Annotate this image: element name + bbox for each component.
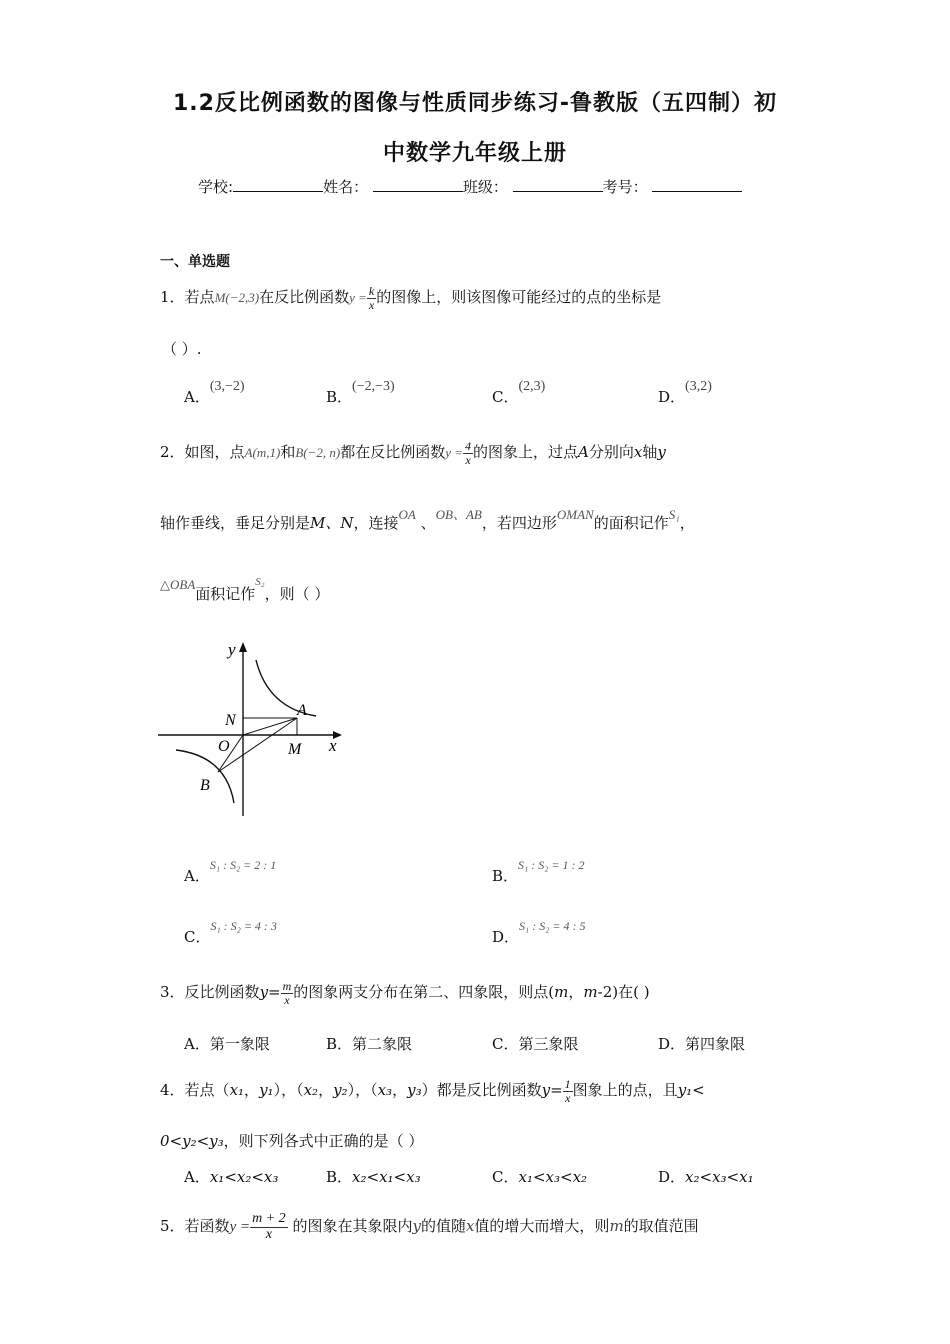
q1-text: 的图像上，则该图像可能经过的点的坐标是 bbox=[376, 288, 662, 307]
q4-text: = bbox=[550, 1081, 563, 1100]
q4-option-c[interactable] bbox=[492, 1166, 587, 1187]
q4-text: ， bbox=[244, 1081, 260, 1100]
label-N: N bbox=[225, 712, 236, 729]
label-B: B bbox=[200, 777, 210, 794]
option-label: A． bbox=[184, 867, 210, 885]
q2-text: ，连接 bbox=[353, 514, 399, 532]
q2-text: 都在反比例函数 bbox=[340, 443, 446, 462]
option-label: B． bbox=[326, 1168, 353, 1186]
q2-var: x bbox=[633, 443, 643, 462]
question-number: 3． bbox=[160, 983, 185, 1002]
q1-text: 若点 bbox=[184, 288, 215, 307]
q2-var: y bbox=[657, 443, 666, 462]
q2-option-d[interactable] bbox=[492, 919, 586, 947]
option-value: x₁<x₂<x₃ bbox=[209, 1168, 279, 1186]
label-O: O bbox=[218, 738, 230, 755]
q2-fraction bbox=[463, 440, 473, 466]
q2-func-lhs: y = bbox=[445, 445, 464, 461]
q4-fraction bbox=[563, 1078, 573, 1104]
question-number: 5． bbox=[160, 1217, 185, 1236]
q2-text: 和 bbox=[280, 443, 296, 462]
q2-var: A bbox=[578, 443, 589, 462]
fraction-denominator: x bbox=[265, 1226, 272, 1242]
fraction-numerator: k bbox=[368, 284, 375, 298]
q4-text: ， bbox=[318, 1081, 334, 1100]
question-number: 1． bbox=[160, 288, 185, 307]
q2-text: 如图，点 bbox=[184, 443, 245, 462]
fraction-denominator: x bbox=[284, 992, 290, 1007]
q2-text: 轴 bbox=[642, 443, 658, 462]
q5-text: 的值随 bbox=[420, 1217, 466, 1236]
q1-point-m: M(−2,3) bbox=[214, 290, 260, 306]
q3-text: 的图象两支分布在第二、四象限，则点( bbox=[293, 983, 555, 1002]
q1-paren: （ ）. bbox=[162, 340, 202, 358]
q4-text: ），（ bbox=[273, 1081, 304, 1100]
q3-text: = bbox=[268, 983, 281, 1002]
q4-var: y₂ bbox=[333, 1081, 348, 1100]
fraction-denominator: x bbox=[368, 297, 375, 312]
label-x: x bbox=[329, 736, 337, 755]
question-3-line1 bbox=[160, 980, 650, 1006]
q2-text: 面积记作 bbox=[195, 585, 256, 603]
q5-fraction bbox=[250, 1212, 288, 1242]
q2-text: 、 bbox=[420, 514, 436, 532]
q3-option-c[interactable] bbox=[492, 1033, 579, 1054]
q2-option-a[interactable] bbox=[184, 858, 277, 886]
q5-var: x bbox=[465, 1217, 475, 1236]
q4-option-a[interactable] bbox=[184, 1166, 278, 1187]
exam-no-blank bbox=[652, 177, 742, 192]
option-value: S₁ : S₂ = 1 : 2 bbox=[518, 858, 585, 872]
q3-var: y bbox=[259, 983, 269, 1002]
option-label: C． bbox=[492, 1035, 519, 1053]
label-M: M bbox=[288, 741, 302, 758]
q1-option-b[interactable] bbox=[326, 379, 395, 407]
q4-var: y₃ bbox=[407, 1081, 422, 1100]
q3-text: ， bbox=[568, 983, 584, 1002]
q2-s2: S₂ bbox=[255, 576, 265, 588]
q2-text: 分别向 bbox=[588, 443, 634, 462]
label-A: A bbox=[297, 702, 307, 719]
segment-OA bbox=[243, 718, 297, 735]
q5-func-lhs: y = bbox=[229, 1219, 251, 1236]
option-label: A． bbox=[184, 388, 210, 406]
q3-fraction bbox=[281, 980, 294, 1006]
option-value: S₁ : S₂ = 2 : 1 bbox=[209, 858, 277, 872]
q2-var: M、N bbox=[310, 514, 354, 532]
option-label: D． bbox=[658, 1168, 686, 1186]
option-value: S₁ : S₂ = 4 : 5 bbox=[519, 919, 586, 933]
option-label: B． bbox=[492, 867, 519, 885]
option-value: S₁ : S₂ = 4 : 3 bbox=[210, 919, 277, 933]
option-label: A． bbox=[184, 1035, 210, 1053]
school-blank bbox=[233, 177, 323, 192]
q2-triangle: △OBA bbox=[160, 577, 196, 592]
fraction-numerator: 4 bbox=[465, 439, 472, 453]
option-value: (2,3) bbox=[518, 379, 546, 394]
option-value: x₂<x₁<x₃ bbox=[352, 1168, 421, 1186]
q4-text: 若点（ bbox=[184, 1081, 230, 1100]
fraction-denominator: x bbox=[465, 452, 471, 467]
q2-point-a: A(m,1) bbox=[244, 445, 281, 461]
fraction-numerator: 1 bbox=[564, 1077, 571, 1091]
q3-option-b[interactable] bbox=[326, 1033, 412, 1054]
q4-var: x₁ bbox=[229, 1081, 245, 1100]
q1-text: 在反比例函数 bbox=[259, 288, 350, 307]
q1-fraction bbox=[367, 285, 376, 311]
page-title-line1: 1.2反比例函数的图像与性质同步练习-鲁教版（五四制）初 bbox=[172, 91, 778, 116]
q3-var: m bbox=[554, 983, 569, 1002]
option-label: C． bbox=[492, 1168, 519, 1186]
q2-graph-figure bbox=[156, 638, 356, 818]
question-2-line3 bbox=[160, 576, 330, 604]
q2-text: 的面积记作 bbox=[593, 514, 669, 532]
question-number: 2． bbox=[160, 443, 185, 462]
class-blank bbox=[513, 177, 603, 192]
q2-text: ，则（ ） bbox=[264, 585, 330, 603]
q2-option-c[interactable] bbox=[184, 919, 277, 947]
q2-text: ， bbox=[679, 514, 695, 532]
q2-quad: OMAN bbox=[556, 507, 594, 522]
q3-text: -2)在( ) bbox=[597, 983, 650, 1002]
q1-option-c[interactable] bbox=[492, 379, 546, 407]
q5-text: 若函数 bbox=[184, 1217, 230, 1236]
option-label: B． bbox=[326, 1035, 353, 1053]
option-label: A． bbox=[184, 1168, 210, 1186]
q4-var: y bbox=[541, 1081, 551, 1100]
q4-text: 图象上的点，且 bbox=[572, 1081, 678, 1100]
question-1-line1 bbox=[160, 285, 661, 311]
q2-segment: OB、AB bbox=[435, 507, 482, 522]
fraction-numerator: m + 2 bbox=[252, 1211, 286, 1226]
option-value: 第三象限 bbox=[518, 1035, 579, 1053]
question-5-line1 bbox=[160, 1212, 699, 1242]
q4-text: ），（ bbox=[347, 1081, 378, 1100]
name-blank bbox=[373, 177, 463, 192]
option-value: (3,−2) bbox=[209, 379, 245, 394]
q2-text: 轴作垂线，垂足分别是 bbox=[160, 514, 311, 532]
q5-text: 的图象在其象限内 bbox=[292, 1217, 413, 1236]
q2-s1: S₁ bbox=[668, 507, 680, 522]
option-value: 第一象限 bbox=[209, 1035, 270, 1053]
option-label: D． bbox=[658, 1035, 686, 1053]
q3-option-a[interactable] bbox=[184, 1033, 270, 1054]
option-label: C． bbox=[184, 928, 211, 946]
question-2-line1 bbox=[160, 440, 666, 466]
q4-condition: 0<y₂<y₃ bbox=[160, 1132, 224, 1150]
q2-option-b[interactable] bbox=[492, 858, 585, 886]
option-label: B． bbox=[326, 388, 353, 406]
student-info-row bbox=[198, 176, 742, 197]
question-4-line2 bbox=[160, 1130, 423, 1151]
question-2-line2 bbox=[160, 507, 695, 533]
q4-var: x₃ bbox=[377, 1081, 393, 1100]
q1-option-a[interactable] bbox=[184, 379, 245, 407]
option-value: 第四象限 bbox=[685, 1035, 746, 1053]
page-title-line2: 中数学九年级上册 bbox=[382, 141, 567, 166]
school-label: 学校: bbox=[198, 178, 234, 196]
class-label: 班级： bbox=[462, 178, 508, 196]
q3-text: 反比例函数 bbox=[184, 983, 260, 1002]
fraction-numerator: m bbox=[282, 979, 292, 993]
section-title: 一、单选题 bbox=[160, 254, 230, 270]
q1-func-lhs: y = bbox=[349, 290, 367, 306]
q5-text: 的取值范围 bbox=[623, 1217, 699, 1236]
q4-option-b[interactable] bbox=[326, 1166, 421, 1187]
q1-option-d[interactable] bbox=[658, 379, 712, 407]
q3-option-d[interactable] bbox=[658, 1033, 745, 1054]
q4-text: ，则下列各式中正确的是（ ） bbox=[223, 1132, 424, 1150]
question-4-line1 bbox=[160, 1078, 705, 1104]
option-label: D． bbox=[492, 928, 520, 946]
option-label: C． bbox=[492, 388, 519, 406]
option-value: (3,2) bbox=[685, 379, 712, 394]
q4-var: x₂ bbox=[303, 1081, 319, 1100]
q4-text: ， bbox=[392, 1081, 408, 1100]
q5-var: y bbox=[412, 1217, 421, 1236]
q4-var: y₁ bbox=[259, 1081, 274, 1100]
option-value: 第二象限 bbox=[352, 1035, 413, 1053]
q2-text: ，若四边形 bbox=[481, 514, 557, 532]
option-value: x₂<x₃<x₁ bbox=[685, 1168, 754, 1186]
q3-var: m bbox=[583, 983, 598, 1002]
q2-segment: OA bbox=[398, 507, 416, 522]
q2-text: 的图象上，过点 bbox=[473, 443, 579, 462]
q4-var: y₁< bbox=[677, 1081, 705, 1100]
option-value: x₁<x₃<x₂ bbox=[518, 1168, 588, 1186]
q4-option-d[interactable] bbox=[658, 1166, 754, 1187]
option-value: (−2,−3) bbox=[352, 379, 395, 394]
question-number: 4． bbox=[160, 1081, 185, 1100]
exam-no-label: 考号： bbox=[602, 178, 648, 196]
hyperbola-branch-q1 bbox=[256, 660, 316, 716]
option-label: D． bbox=[658, 388, 686, 406]
q5-var: m bbox=[609, 1217, 624, 1236]
y-axis-arrow bbox=[239, 642, 247, 652]
q2-point-b: B(−2, n) bbox=[295, 445, 341, 461]
name-label: 姓名： bbox=[323, 178, 369, 196]
label-y: y bbox=[228, 640, 236, 659]
fraction-denominator: x bbox=[565, 1090, 571, 1105]
q4-text: ）都是反比例函数 bbox=[421, 1081, 542, 1100]
q5-text: 值的增大而增大，则 bbox=[474, 1217, 610, 1236]
